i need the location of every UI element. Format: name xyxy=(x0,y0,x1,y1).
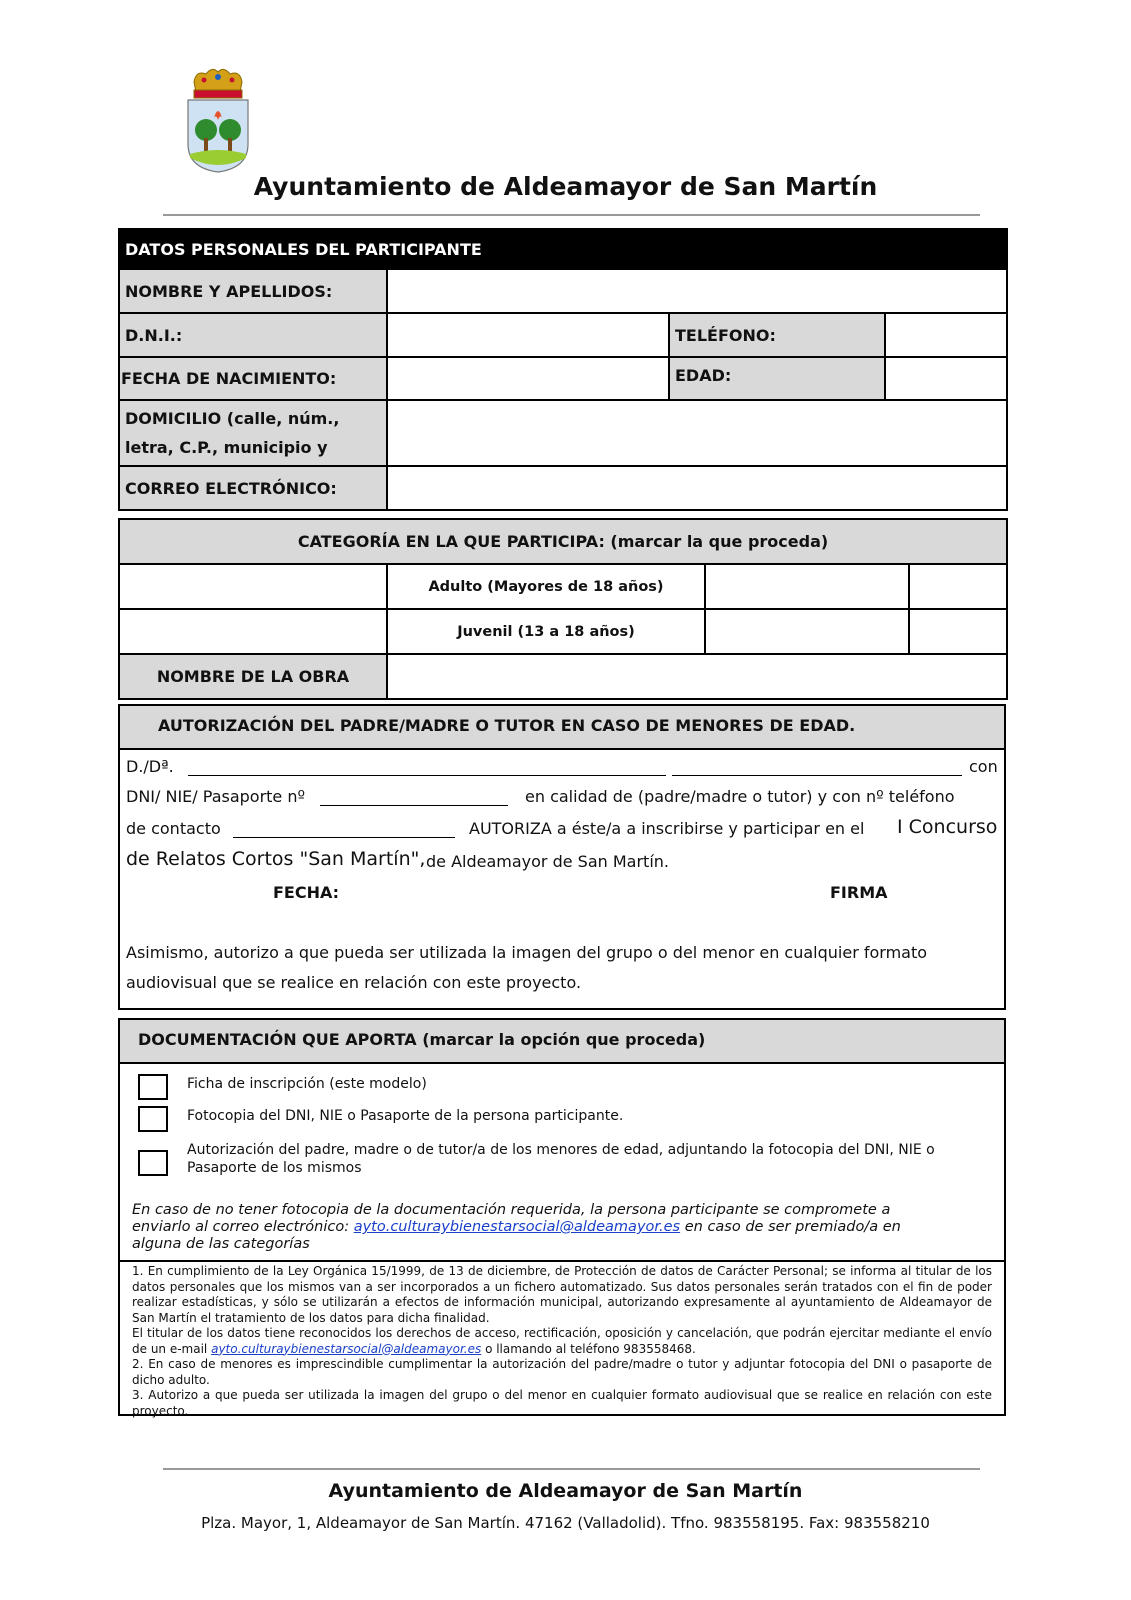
contest-name-part-1: I Concurso xyxy=(897,816,998,838)
age-field[interactable] xyxy=(885,357,1007,400)
legal-paragraph-1: 1. En cumplimiento de la Ley Orgánica 15/1999, de 13 de diciembre, de Protección de datos de Carácter Personal; se informa al titular de los datos personales que los mismos van a ser incorporados a un fichero automatizado. Sus datos personales serán tratados con el fin de poder realizar estadísticas, y sólo se utilizarán a efectos de información municipal, autorizando expresamente al ayuntamiento de Aldeamayor de San Martín el tratamiento de los datos para dicha finalidad. xyxy=(132,1264,992,1325)
category-heading: CATEGORÍA EN LA QUE PARTICIPA: (marcar la que proceda) xyxy=(119,519,1007,564)
dni-label: D.N.I.: xyxy=(119,313,387,357)
doc-option-1-label: Ficha de inscripción (este modelo) xyxy=(187,1076,427,1092)
documentation-section xyxy=(118,1018,1006,1262)
legal-notice xyxy=(118,1260,1006,1416)
work-title-field[interactable] xyxy=(387,654,1007,699)
adult-mark-cell[interactable] xyxy=(705,564,909,609)
legal-paragraph-4: 3. Autorizo a que pueda ser utilizada la imagen del grupo o del menor en cualquier formato audiovisual que se realice en relación con este proyecto. xyxy=(132,1388,992,1418)
contest-name-part-2: de Relatos Cortos "San Martín", xyxy=(126,848,426,870)
work-title-label: NOMBRE DE LA OBRA xyxy=(119,654,387,699)
guardian-name-line[interactable] xyxy=(188,775,666,776)
page-title: Ayuntamiento de Aldeamayor de San Martín xyxy=(253,172,878,201)
legal-paragraph-3: 2. En caso de menores es imprescindible cumplimentar la autorización del padre/madre o tutor y adjuntar fotocopia del DNI o pasaporte de dicho adulto. xyxy=(132,1357,992,1387)
address-label-line-2: letra, C.P., municipio y xyxy=(125,438,328,457)
auth-signature-label: FIRMA xyxy=(830,883,888,902)
address-label xyxy=(119,400,387,466)
doc-note-line-2-end: en caso de ser premiado/a en xyxy=(684,1219,901,1235)
documentation-heading: DOCUMENTACIÓN QUE APORTA (marcar la opción que proceda) xyxy=(120,1020,1004,1064)
youth-extra-cell[interactable] xyxy=(909,609,1007,654)
doc-option-3-label-line-1: Autorización del padre, madre o de tutor/a de los menores de edad, adjuntando la fotocopia del DNI, NIE o xyxy=(187,1142,935,1158)
contact-email-link[interactable]: ayto.culturaybienestarsocial@aldeamayor.es xyxy=(353,1219,681,1235)
birth-date-label: FECHA DE NACIMIENTO: xyxy=(119,357,387,400)
personal-data-heading: DATOS PERSONALES DEL PARTICIPANTE xyxy=(119,229,1007,269)
auth-con-text: con xyxy=(969,757,998,776)
address-field[interactable] xyxy=(387,400,1007,466)
email-field[interactable] xyxy=(387,466,1007,510)
dni-field[interactable] xyxy=(387,313,669,357)
image-consent-line-1: Asimismo, autorizo a que pueda ser utilizada la imagen del grupo o del menor en cualquier formato xyxy=(126,943,928,962)
image-consent-line-2: audiovisual que se realice en relación con este proyecto. xyxy=(126,973,582,992)
doc-option-3-checkbox[interactable] xyxy=(138,1150,168,1176)
footer-title: Ayuntamiento de Aldeamayor de San Martín xyxy=(328,1480,803,1502)
phone-field[interactable] xyxy=(885,313,1007,357)
auth-date-label: FECHA: xyxy=(273,883,340,902)
auth-name-prefix: D./Dª. xyxy=(126,757,174,776)
legal-paragraph-2 xyxy=(132,1326,992,1357)
phone-label: TELÉFONO: xyxy=(669,313,885,357)
legal-email-link[interactable]: ayto.culturaybienestarsocial@aldeamayor.es xyxy=(211,1341,482,1356)
doc-option-3-label-line-2: Pasaporte de los mismos xyxy=(187,1160,362,1176)
auth-authorizes-text: AUTORIZA a éste/a a inscribirse y participar en el xyxy=(469,819,865,838)
adult-check-cell[interactable] xyxy=(119,564,387,609)
doc-note-line-1: En caso de no tener fotocopia de la documentación requerida, la persona participante se compromete a xyxy=(132,1202,891,1218)
name-label: NOMBRE Y APELLIDOS: xyxy=(119,269,387,313)
municipal-crest-logo xyxy=(186,68,250,174)
guardian-contact-line[interactable] xyxy=(233,837,455,838)
address-label-line-1: DOMICILIO (calle, núm., xyxy=(125,409,340,428)
auth-id-prefix: DNI/ NIE/ Pasaporte nº xyxy=(126,787,306,806)
header-divider xyxy=(163,214,980,216)
legal-rights-text: El titular de los datos tiene reconocidos los derechos de acceso, rectificación, oposición y cancelación, que podrán ejercitar mediante el envío de un e-mail xyxy=(132,1326,992,1356)
auth-capacity-text: en calidad de (padre/madre o tutor) y con nº teléfono xyxy=(525,787,955,806)
personal-data-table xyxy=(118,228,1008,511)
youth-mark-cell[interactable] xyxy=(705,609,909,654)
adult-extra-cell[interactable] xyxy=(909,564,1007,609)
authorization-heading: AUTORIZACIÓN DEL PADRE/MADRE O TUTOR EN CASO DE MENORES DE EDAD. xyxy=(120,706,1004,750)
auth-municipality-text: de Aldeamayor de San Martín. xyxy=(426,852,669,871)
doc-note-line-2-start: enviarlo al correo electrónico: xyxy=(132,1219,350,1235)
youth-category-label: Juvenil (13 a 18 años) xyxy=(387,609,705,654)
auth-contact-prefix: de contacto xyxy=(126,819,221,838)
legal-phone-text: o llamando al teléfono 983558468. xyxy=(485,1341,696,1356)
doc-option-2-checkbox[interactable] xyxy=(138,1106,168,1132)
email-label: CORREO ELECTRÓNICO: xyxy=(119,466,387,510)
doc-note-line-3: alguna de las categorías xyxy=(132,1236,310,1252)
youth-check-cell[interactable] xyxy=(119,609,387,654)
age-label: EDAD: xyxy=(669,357,885,400)
doc-note xyxy=(132,1202,901,1253)
name-field[interactable] xyxy=(387,269,1007,313)
footer-address: Plza. Mayor, 1, Aldeamayor de San Martín. 47162 (Valladolid). Tfno. 983558195. Fax: 983558210 xyxy=(201,1514,930,1532)
doc-option-2-label: Fotocopia del DNI, NIE o Pasaporte de la persona participante. xyxy=(187,1108,624,1124)
doc-note-line-2 xyxy=(132,1219,901,1236)
birth-date-field[interactable] xyxy=(387,357,669,400)
doc-option-1-checkbox[interactable] xyxy=(138,1074,168,1100)
adult-category-label: Adulto (Mayores de 18 años) xyxy=(387,564,705,609)
footer-divider xyxy=(163,1468,980,1470)
guardian-surname-line[interactable] xyxy=(672,775,962,776)
authorization-section xyxy=(118,704,1006,1010)
guardian-id-line[interactable] xyxy=(320,805,508,806)
category-table xyxy=(118,518,1008,700)
